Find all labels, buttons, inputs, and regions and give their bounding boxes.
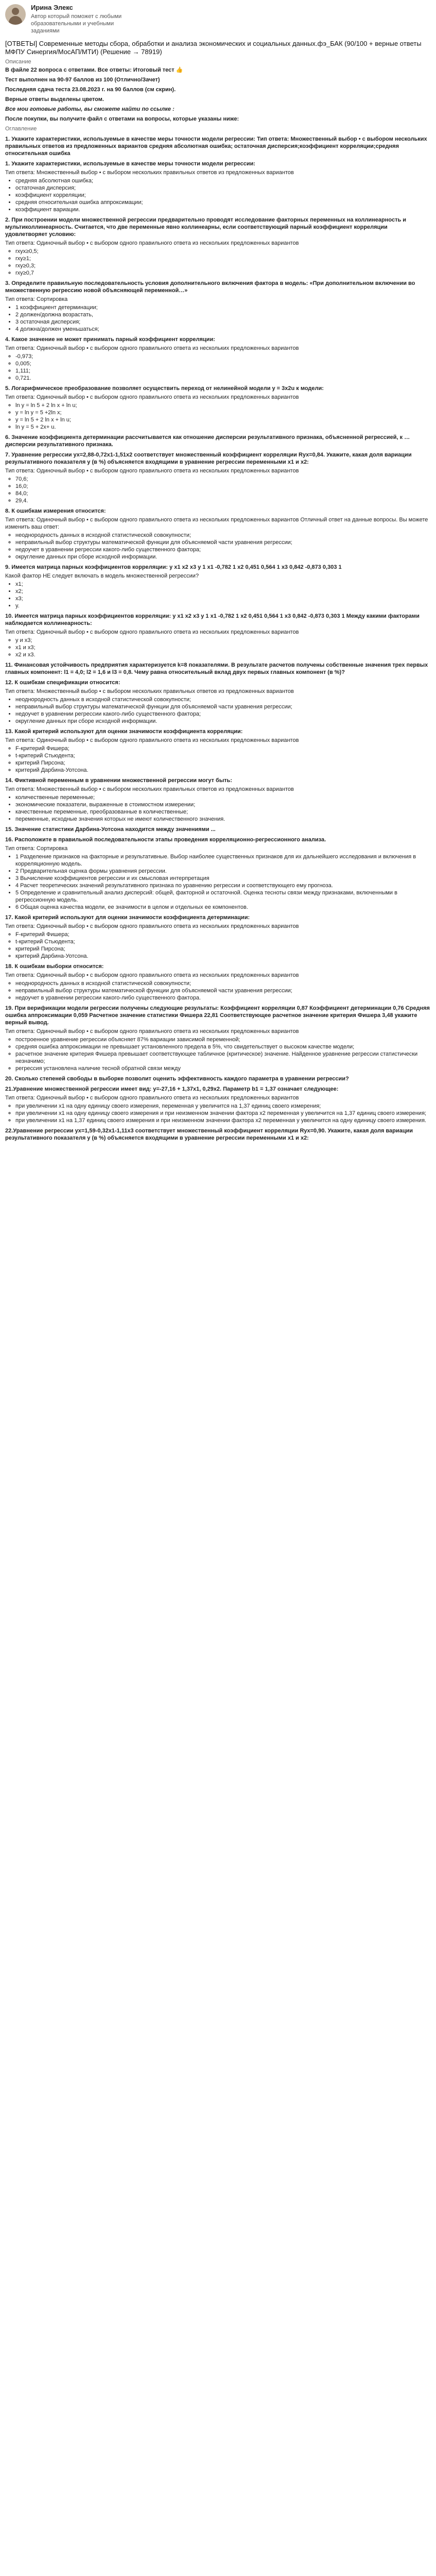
- answer-list: [5, 353, 431, 382]
- intro-line: После покупки, вы получите файл с ответами на вопросы, которые указаны ниже:: [5, 116, 239, 122]
- answer-option: • недоучет в уравнении регрессии какого-либо существенного фактора;: [15, 710, 431, 718]
- answer-option: ◦ t-критерий Стьюдента;: [15, 752, 431, 759]
- answer-option: • качественные переменные, преобразованные в количественные;: [15, 808, 431, 816]
- question-type: Тип ответа: Сортировка: [5, 845, 68, 852]
- question-title: 7. Уравнение регрессии yx=2,88-0,72x1-1,51x2 соответствует множественный коэффициент корреляции Ryx=0,84. Укажите, какая доля вариации результативного показателя y (в %) объясняется входящими в уравнение регрессии переменными x1 и x2:: [5, 452, 412, 465]
- question-block: [5, 1005, 431, 1072]
- question-title: 22.Уравнение регрессии yx=1,59-0,32x1-1,11x3 соответствует множественный коэффициент корреляции Ryx=0,90. Укажите, какая доля вариации результативного показателя y (в %) объясняется входящими в уравнение регрессии переменными x1 и x2:: [5, 1128, 413, 1141]
- answer-option: • коэффициент корреляции;: [15, 192, 431, 199]
- answer-option: • экономические показатели, выраженные в стоимостном измерении;: [15, 801, 431, 808]
- question-block: [5, 679, 431, 725]
- answer-list: [5, 637, 431, 658]
- question-block: [5, 160, 431, 213]
- answer-option: ◦ 1,111;: [15, 367, 431, 375]
- answer-option: ◦ ln y = 5 + 2x+ u.: [15, 423, 431, 431]
- answer-list: [5, 402, 431, 431]
- answer-option: • 4 должна/должен уменьшаться;: [15, 326, 431, 333]
- question-block: [5, 963, 431, 1002]
- answer-option: ◦ 70,6;: [15, 476, 431, 483]
- question-block: [5, 613, 431, 658]
- question-block: [5, 507, 431, 561]
- answer-option: ◦ неоднородность данных в исходной статистической совокупности;: [15, 532, 431, 539]
- answer-option: ◦ неправильный выбор структуры математической функции для объясняемой части уравнения регрессии;: [15, 539, 431, 546]
- answer-option: ◦ неоднородность данных в исходной статистической совокупности;: [15, 980, 431, 987]
- question-title: 6. Значение коэффициента детерминации рассчитывается как отношение дисперсии результативного признака, объясненной регрессией, к … дисперсии результативного признака.: [5, 434, 410, 448]
- question-block: [5, 451, 431, 504]
- answer-option: ◦ 29,4.: [15, 497, 431, 504]
- question-title: 10. Имеется матрица парных коэффициентов корреляции: y x1 x2 x3 y 1 x1 -0,782 1 x2 0,451 0,564 1 x3 0,842 -0,873 0,303 1 Между какими факторами наблюдается коллинеарность:: [5, 613, 420, 626]
- intro-line: Тест выполнен на 90-97 баллов из 100 (Отлично/Зачет): [5, 77, 160, 83]
- answer-option: ◦ x2 и x3.: [15, 651, 431, 658]
- answer-option: ◦ регрессия установлена наличие тесной обратной связи между: [15, 1065, 431, 1072]
- answer-list: [5, 532, 431, 561]
- question-type: Тип ответа: Одиночный выбор • с выбором одного правильного ответа из нескольких предложенных вариантов: [5, 629, 299, 635]
- answer-option: • 5 Определение и сравнительный анализ дисперсий: общей, факторной и остаточной. Оценка тесноты связи между признаками, включенными в регрессионную модель.: [15, 889, 431, 904]
- answer-option: • остаточная дисперсия;: [15, 184, 431, 192]
- answer-option: ◦ недоучет в уравнении регрессии какого-либо существенного фактора.: [15, 994, 431, 1002]
- answer-list: [5, 696, 431, 725]
- answer-option: ◦ при увеличении x1 на 1,37 единиц своего измерения и при неизменном значении фактора x2 переменная y увеличится на одну единицу своего измерения.: [15, 1117, 431, 1124]
- answer-list: [5, 581, 431, 609]
- answer-option: ◦ недоучет в уравнении регрессии какого-либо существенного фактора;: [15, 546, 431, 553]
- question-type: Тип ответа: Сортировка: [5, 296, 68, 302]
- question-title: 1. Укажите характеристики, используемые в качестве меры точности модели регрессии: Тип ответа: Множественный выбор • с выбором нескольких правильных ответов из предложенных вариантов средняя абсолютная ошибка; остаточная дисперсия;коэффициент корреляции;средняя относительная ошибка: [5, 136, 427, 157]
- answer-option: ◦ t-критерий Стьюдента;: [15, 938, 431, 945]
- answer-option: ◦ rxyх≥0,5;: [15, 248, 431, 255]
- question-type: Тип ответа: Одиночный выбор • с выбором одного правильного ответа из нескольких предложенных вариантов: [5, 1028, 299, 1035]
- answer-option: ◦ F-критерий Фишера;: [15, 745, 431, 752]
- question-title: 12. К ошибкам спецификации относится:: [5, 680, 120, 686]
- answer-option: • 6 Общая оценка качества модели, ее значимости в целом и отдельных ее компонентов.: [15, 904, 431, 911]
- answer-option: ◦ округление данных при сборе исходной информации.: [15, 553, 431, 561]
- question-block: [5, 385, 431, 431]
- answer-list: [5, 745, 431, 774]
- question-title: 5. Логарифмическое преобразование позволяет осуществить переход от нелинейной модели y = 3x2u к модели:: [5, 385, 324, 392]
- answer-option: ◦ rxy≥0,7: [15, 269, 431, 277]
- intro-line: В файле 22 вопроса с ответами. Все ответы: Итоговый тест 👍: [5, 67, 183, 73]
- question-title: 20. Сколько степеней свободы в выборке позволит оценить эффективность каждого параметра в уравнении регрессии?: [5, 1076, 349, 1082]
- answer-list: [5, 248, 431, 277]
- answer-option: ◦ y и x3;: [15, 637, 431, 644]
- answer-option: ◦ 0,721.: [15, 375, 431, 382]
- author-card: [5, 4, 431, 35]
- answer-option: • средняя абсолютная ошибка;: [15, 177, 431, 184]
- question-type: Тип ответа: Одиночный выбор • с выбором одного правильного ответа из нескольких предложенных вариантов: [5, 972, 299, 978]
- question-type: Тип ответа: Одиночный выбор • с выбором одного правильного ответа из нескольких предложенных вариантов: [5, 1095, 299, 1101]
- answer-option: • 1 Разделение признаков на факторные и результативные. Выбор наиболее существенных признаков для их дальнейшего исследования и включения в корреляционную модель.: [15, 853, 431, 868]
- question-block: [5, 728, 431, 774]
- author-name[interactable]: Ирина Элекс: [31, 4, 73, 11]
- question-block: [5, 1127, 431, 1142]
- question-title: 11. Финансовая устойчивость предприятия характеризуется k=8 показателями. В результате расчетов получены собственные значения трех первых главных компонент: l1 = 4,0; l2 = 1,6 и l3 = 0,8. Чему равна относительный вклад двух первых главных компонент (в %)?: [5, 662, 428, 675]
- question-title: 15. Значение статистики Дарбина-Уотсона находится между значениями ...: [5, 826, 216, 833]
- contents-label: Оглавление: [5, 126, 37, 132]
- answer-list: [5, 853, 431, 911]
- question-title: 21.Уравнение множественной регрессии имеет вид: y=-27,16 + 1,37x1, 0,29x2. Параметр b1 = 1,37 означает следующее:: [5, 1086, 339, 1092]
- question-type: Тип ответа: Одиночный выбор • с выбором одного правильного ответа из нескольких предложенных вариантов: [5, 923, 299, 929]
- answer-option: ◦ критерий Дарбина-Уотсона.: [15, 767, 431, 774]
- answer-option: ◦ средняя ошибка аппроксимации не превышает установленного предела в 5%, что свидетельствует о высоком качестве модели;: [15, 1043, 431, 1050]
- answer-list: [5, 1103, 431, 1124]
- question-title: 2. При построении модели множественной регрессии предварительно проводят исследование факторных переменных на коллинеарность и мультиколлинеарность. Считается, что две переменные явно коллинеарны, если соответствующий парный коэффициент корреляции удовлетворяет условию:: [5, 217, 407, 238]
- answer-option: ◦ F-критерий Фишера;: [15, 931, 431, 938]
- question-block: [5, 216, 431, 277]
- answer-option: ◦ ln y = ln 5 + 2 ln x + ln u;: [15, 402, 431, 409]
- question-block: [5, 336, 431, 382]
- answer-option: ◦ критерий Пирсона;: [15, 945, 431, 953]
- answer-option: • переменные, исходные значения которых не имеют количественного значения.: [15, 816, 431, 823]
- question-title: 19. При верификации модели регрессии получены следующие результаты: Коэффициент корреляции 0,87 Коэффициент детерминации 0,76 Средняя ошибка аппроксимации 0,059 Расчетное значение статистики Фишера 22,81 Соответствующее расчетное значение критерия Фишера 3,48 укажите верный вывод.: [5, 1005, 430, 1026]
- answer-option: • коэффициент вариации.: [15, 206, 431, 213]
- question-block: [5, 777, 431, 823]
- answer-option: • x1;: [15, 581, 431, 588]
- question-block: [5, 836, 431, 911]
- question-type: Какой фактор НЕ следует включать в модель множественной регрессии?: [5, 573, 199, 579]
- answer-option: ◦ 84,0;: [15, 490, 431, 497]
- question-type: Тип ответа: Одиночный выбор • с выбором одного правильного ответа из нескольких предложенных вариантов Отличный ответ на данные вопросы. Вы можете изменить ваш ответ:: [5, 517, 428, 530]
- answer-option: ◦ критерий Пирсона;: [15, 759, 431, 767]
- question-type: Тип ответа: Одиночный выбор • с выбором одного правильного ответа из нескольких предложенных вариантов: [5, 240, 299, 246]
- answer-list: [5, 1036, 431, 1072]
- question-type: Тип ответа: Одиночный выбор • с выбором одного правильного ответа из нескольких предложенных вариантов: [5, 394, 299, 400]
- answer-option: ◦ неправильный выбор структуры математической функции для объясняемой части уравнения регрессии;: [15, 987, 431, 994]
- answer-option: ◦ построенное уравнение регрессии объясняет 87% вариации зависимой переменной;: [15, 1036, 431, 1043]
- intro-line: Верные ответы выделены цветом.: [5, 96, 104, 103]
- intro-line: Последняя сдача теста 23.08.2023 г. на 90 баллов (см скрин).: [5, 87, 176, 93]
- answer-option: ◦ расчетное значение критерия Фишера превышает соответствующее табличное (критическое) значение. Найденное уравнение регрессии статистически незначимо;: [15, 1050, 431, 1065]
- answer-list: [5, 304, 431, 333]
- answer-option: • 2 должен/должна возрастать,: [15, 311, 431, 318]
- question-block: [5, 1086, 431, 1124]
- answer-option: • y.: [15, 602, 431, 609]
- question-type: Тип ответа: Множественный выбор • с выбором нескольких правильных ответов из предложенных вариантов: [5, 786, 294, 792]
- question-title: 16. Расположите в правильной последовательности этапы проведения корреляционно-регрессионного анализа.: [5, 837, 326, 843]
- answer-list: [5, 794, 431, 823]
- question-title: 14. Фиктивной переменным в уравнении множественной регрессии могут быть:: [5, 777, 233, 784]
- answer-option: ◦ y = ln y = 5 +2ln x;: [15, 409, 431, 416]
- question-type: Тип ответа: Одиночный выбор • с выбором одного правильного ответа из нескольких предложенных вариантов: [5, 737, 299, 743]
- answer-list: [5, 476, 431, 504]
- question-title: 1. Укажите характеристики, используемые в качестве меры точности модели регрессии:: [5, 161, 256, 167]
- page: [0, 0, 436, 1142]
- question-type: Тип ответа: Множественный выбор • с выбором нескольких правильных ответов из предложенных вариантов: [5, 688, 294, 694]
- question-title: 4. Какое значение не может принимать парный коэффициент корреляции:: [5, 336, 215, 343]
- answer-option: ◦ y = ln 5 + 2 ln x + ln u;: [15, 416, 431, 423]
- question-title: 9. Имеется матрица парных коэффициентов корреляции: y x1 x2 x3 y 1 x1 -0,782 1 x2 0,451 0,564 1 x3 0,842 -0,873 0,303 1: [5, 564, 342, 570]
- question-title: 18. К ошибкам выборки относится:: [5, 963, 104, 970]
- answer-option: • 3 Вычисление коэффициентов регрессии и их смысловая интерпретация: [15, 875, 431, 882]
- question-type: Тип ответа: Одиночный выбор • с выбором одного правильного ответа из нескольких предложенных вариантов: [5, 345, 299, 351]
- answer-option: • неоднородность данных в исходной статистической совокупности;: [15, 696, 431, 703]
- answer-option: ◦ 0,005;: [15, 360, 431, 367]
- intro-block: [5, 66, 431, 123]
- answer-option: • неправильный выбор структуры математической функции для объясняемой части уравнения регрессии;: [15, 703, 431, 710]
- avatar[interactable]: [5, 4, 26, 25]
- answer-option: ◦ при увеличении x1 на одну единицу своего измерения и при неизменном значении фактора x2 переменная y увеличится на 1,37 единиц своего измерения;: [15, 1110, 431, 1117]
- question-block: [5, 914, 431, 960]
- answer-option: ◦ 16,0;: [15, 483, 431, 490]
- question-title: 17. Какой критерий используют для оценки значимости коэффициента детерминации:: [5, 914, 250, 921]
- answer-list: [5, 931, 431, 960]
- answer-option: ◦ rxy≥1;: [15, 255, 431, 262]
- answer-option: ◦ критерий Дарбина-Уотсона.: [15, 953, 431, 960]
- question-block: [5, 564, 431, 609]
- answer-option: • средняя относительная ошибка аппроксимации;: [15, 199, 431, 206]
- question-block: [5, 280, 431, 333]
- answer-option: • округление данных при сборе исходной информации.: [15, 718, 431, 725]
- question-type: Тип ответа: Одиночный выбор • с выбором одного правильного ответа из нескольких предложенных вариантов: [5, 468, 299, 474]
- questions-list: [5, 135, 431, 1142]
- answer-option: • 2 Предварительная оценка формы уравнения регрессии.: [15, 868, 431, 875]
- answer-option: • количественные переменные;: [15, 794, 431, 801]
- answer-option: ◦ x1 и x3;: [15, 644, 431, 651]
- answer-option: ◦ при увеличении x1 на одну единицу своего измерения, переменная y увеличится на 1,37 единиц своего измерения;: [15, 1103, 431, 1110]
- answer-option: • x2;: [15, 588, 431, 595]
- question-block: [5, 826, 431, 833]
- page-title: [ОТВЕТЫ] Современные методы сбора, обработки и анализа экономических и социальных данных.фэ_БАК (90/100 + верные ответы МФПУ Синергия/МосАП/МТИ) (Решение → 78919): [5, 40, 422, 56]
- question-title: 3. Определите правильную последовательность условия дополнительного включения фактора в модель: «При дополнительном включении во множественную регрессию новой объясняющей переменной…»: [5, 280, 415, 294]
- answer-option: ◦ rxy≥0,3;: [15, 262, 431, 269]
- portfolio-link[interactable]: Все мои готовые работы, вы сможете найти по ссылке :: [5, 106, 175, 112]
- answer-option: ◦ -0,973;: [15, 353, 431, 360]
- answer-option: • 4 Расчет теоретических значений результативного признака по уравнению регрессии и соответствующего ему прогноза.: [15, 882, 431, 889]
- answer-option: • 3 остаточная дисперсия;: [15, 318, 431, 326]
- question-block: [5, 662, 431, 676]
- description-label: Описание: [5, 59, 31, 65]
- question-block: [5, 434, 431, 448]
- answer-list: [5, 177, 431, 213]
- question-type: Тип ответа: Множественный выбор • с выбором нескольких правильных ответов из предложенных вариантов: [5, 170, 294, 176]
- author-description: Автор который поможет с любыми образовательными и учебными заданиями: [31, 13, 122, 34]
- question-block: [5, 1075, 431, 1082]
- question-title: 13. Какой критерий используют для оценки значимости коэффициента корреляции:: [5, 728, 243, 735]
- answer-option: • x3;: [15, 595, 431, 602]
- answer-list: [5, 980, 431, 1002]
- question-block: [5, 135, 431, 157]
- question-title: 8. К ошибкам измерения относится:: [5, 508, 106, 514]
- answer-option: • 1 коэффициент детерминации;: [15, 304, 431, 311]
